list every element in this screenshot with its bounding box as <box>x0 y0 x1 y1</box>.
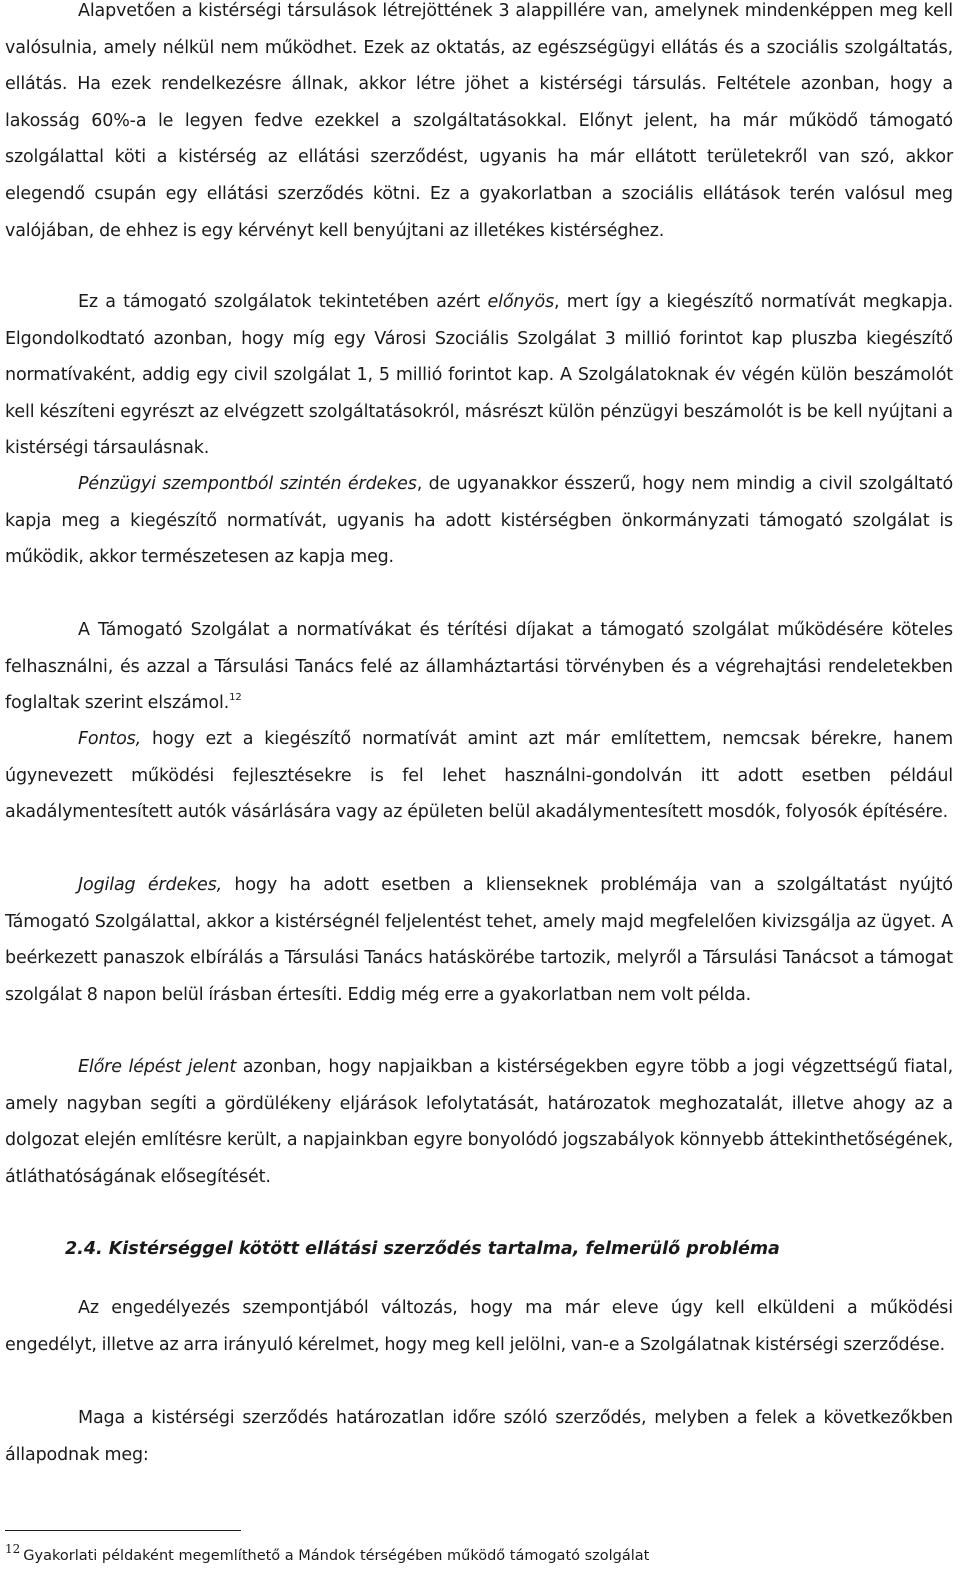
section-heading: 2.4. Kistérséggel kötött ellátási szerződés tartalma, felmerülő probléma <box>65 1239 780 1259</box>
paragraph-financial <box>5 466 953 576</box>
footnote-reference[interactable]: 12 <box>229 692 242 704</box>
paragraph-important <box>5 721 953 831</box>
footnote <box>5 1537 649 1568</box>
paragraph-text: Az engedélyezés szempontjából változás, hogy ma már eleve úgy kell elküldeni a működési engedélyt, illetve az arra irányuló kérelmet, hogy meg kell jelölni, van-e a Szolgálatnak kistérségi szerződése. <box>5 1298 953 1355</box>
paragraph-text: Alapvetően a kistérségi társulások létrejöttének 3 alappillére van, amelynek mindenképpen meg kell valósulnia, amely nélkül nem működhet. Ezek az oktatás, az egészségügyi ellátás és a szociális szolgáltatás, ellátás. Ha ezek rendelkezésre állnak, akkor létre jöhet a kistérségi társulás. Feltétele azonban, hogy a lakosság 60%-a le legyen fedve ezekkel a szolgáltatásokkal. Előnyt jelent, ha már működő támogató szolgálattal köti a kistérség az ellátási szerződést, ugyanis ha már ellátott területekről van szó, akkor elegendő csupán egy ellátási szerződés kötni. Ez a gyakorlatban a szociális ellátások terén valósul meg valójában, de ehhez is egy kérvényt kell benyújtani az illetékes kistérséghez. <box>5 1 953 241</box>
footnote-number: 12 <box>5 1542 21 1556</box>
paragraph-text: A Támogató Szolgálat a normatívákat és térítési díjakat a támogató szolgálat működésére köteles felhasználni, és azzal a Társulási Tanács felé az államháztartási törvényben és a végrehajtási rendeletekben foglaltak szerint elszámol. <box>5 620 953 714</box>
paragraph-text: Maga a kistérségi szerződés határozatlan időre szóló szerződés, melyben a felek a következőkben állapodnak meg: <box>5 1408 953 1465</box>
footnote-text: Gyakorlati példaként megemlíthető a Mándok térségében működő támogató szolgálat <box>23 1548 650 1564</box>
paragraph-text: hogy ha adott esetben a klienseknek problémája van a szolgáltatást nyújtó Támogató Szolgálattal, akkor a kistérségnél feljelentést tehet, amely majd megfelelően kivizsgálja az ügyet. A beérkezett panaszok elbírálás a Társulási Tanács hatáskörébe tartozik, melyről a Társulási Tanácsot a támogat szolgálat 8 napon belül írásban értesíti. Eddig még erre a gyakorlatban nem volt példa. <box>5 875 953 1005</box>
paragraph-text: , de ugyanakkor ésszerű, hogy nem mindig a civil szolgáltató kapja meg a kiegészítő normatívát, ugyanis ha adott kistérségben önkormányzati támogató szolgálat is működik, akkor természetesen az kapja meg. <box>5 474 954 568</box>
paragraph-contract <box>5 1400 953 1473</box>
paragraph-advantage <box>5 284 953 467</box>
paragraph-text: azonban, hogy napjaikban a kistérségekben egyre több a jogi végzettségű fiatal, amely nagyban segíti a gördülékeny eljárások lefolytatását, határozatok meghozatalát, illetve ahogy az a dolgozat elején említésre került, a napjainkban egyre bonyolódó jogszabályok könnyebb áttekinthetőségének, átláthatóságának elősegítését. <box>5 1057 954 1187</box>
emphasis-text: Jogilag érdekes, <box>78 875 223 895</box>
paragraph-normatives <box>5 612 953 722</box>
paragraph-text: Ez a támogató szolgálatok tekintetében azért <box>78 292 488 312</box>
paragraph-licensing <box>5 1290 953 1363</box>
paragraph-legal <box>5 867 953 1013</box>
emphasis-text: Előre lépést jelent <box>78 1057 237 1077</box>
paragraph-progress <box>5 1049 953 1195</box>
emphasis-text: Fontos, <box>78 729 142 749</box>
footnote-divider <box>5 1530 241 1531</box>
paragraph-text: hogy ezt a kiegészítő normatívát amint azt már említettem, nemcsak bérekre, hanem úgynevezett működési fejlesztésekre is fel lehet használni-gondolván itt adott esetben például akadálymentesített autók vásárlására vagy az épületen belül akadálymentesített mosdók, folyosók építésére. <box>5 729 953 823</box>
emphasis-text: Pénzügyi szempontból szintén érdekes <box>78 474 417 494</box>
paragraph-pillars <box>5 0 953 249</box>
emphasis-text: előnyös <box>487 292 555 312</box>
paragraph-text: , mert így a kiegészítő normatívát megkapja. Elgondolkodtató azonban, hogy míg egy Városi Szociális Szolgálat 3 millió forintot kap pluszba kiegészítő normatívaként, addig egy civil szolgálat 1, 5 millió forintot kap. A Szolgálatoknak év végén külön beszámolót kell készíteni egyrészt az elvégzett szolgáltatásokról, másrészt külön pénzügyi beszámolót is be kell nyújtani a kistérségi társaulásnak. <box>5 292 954 459</box>
